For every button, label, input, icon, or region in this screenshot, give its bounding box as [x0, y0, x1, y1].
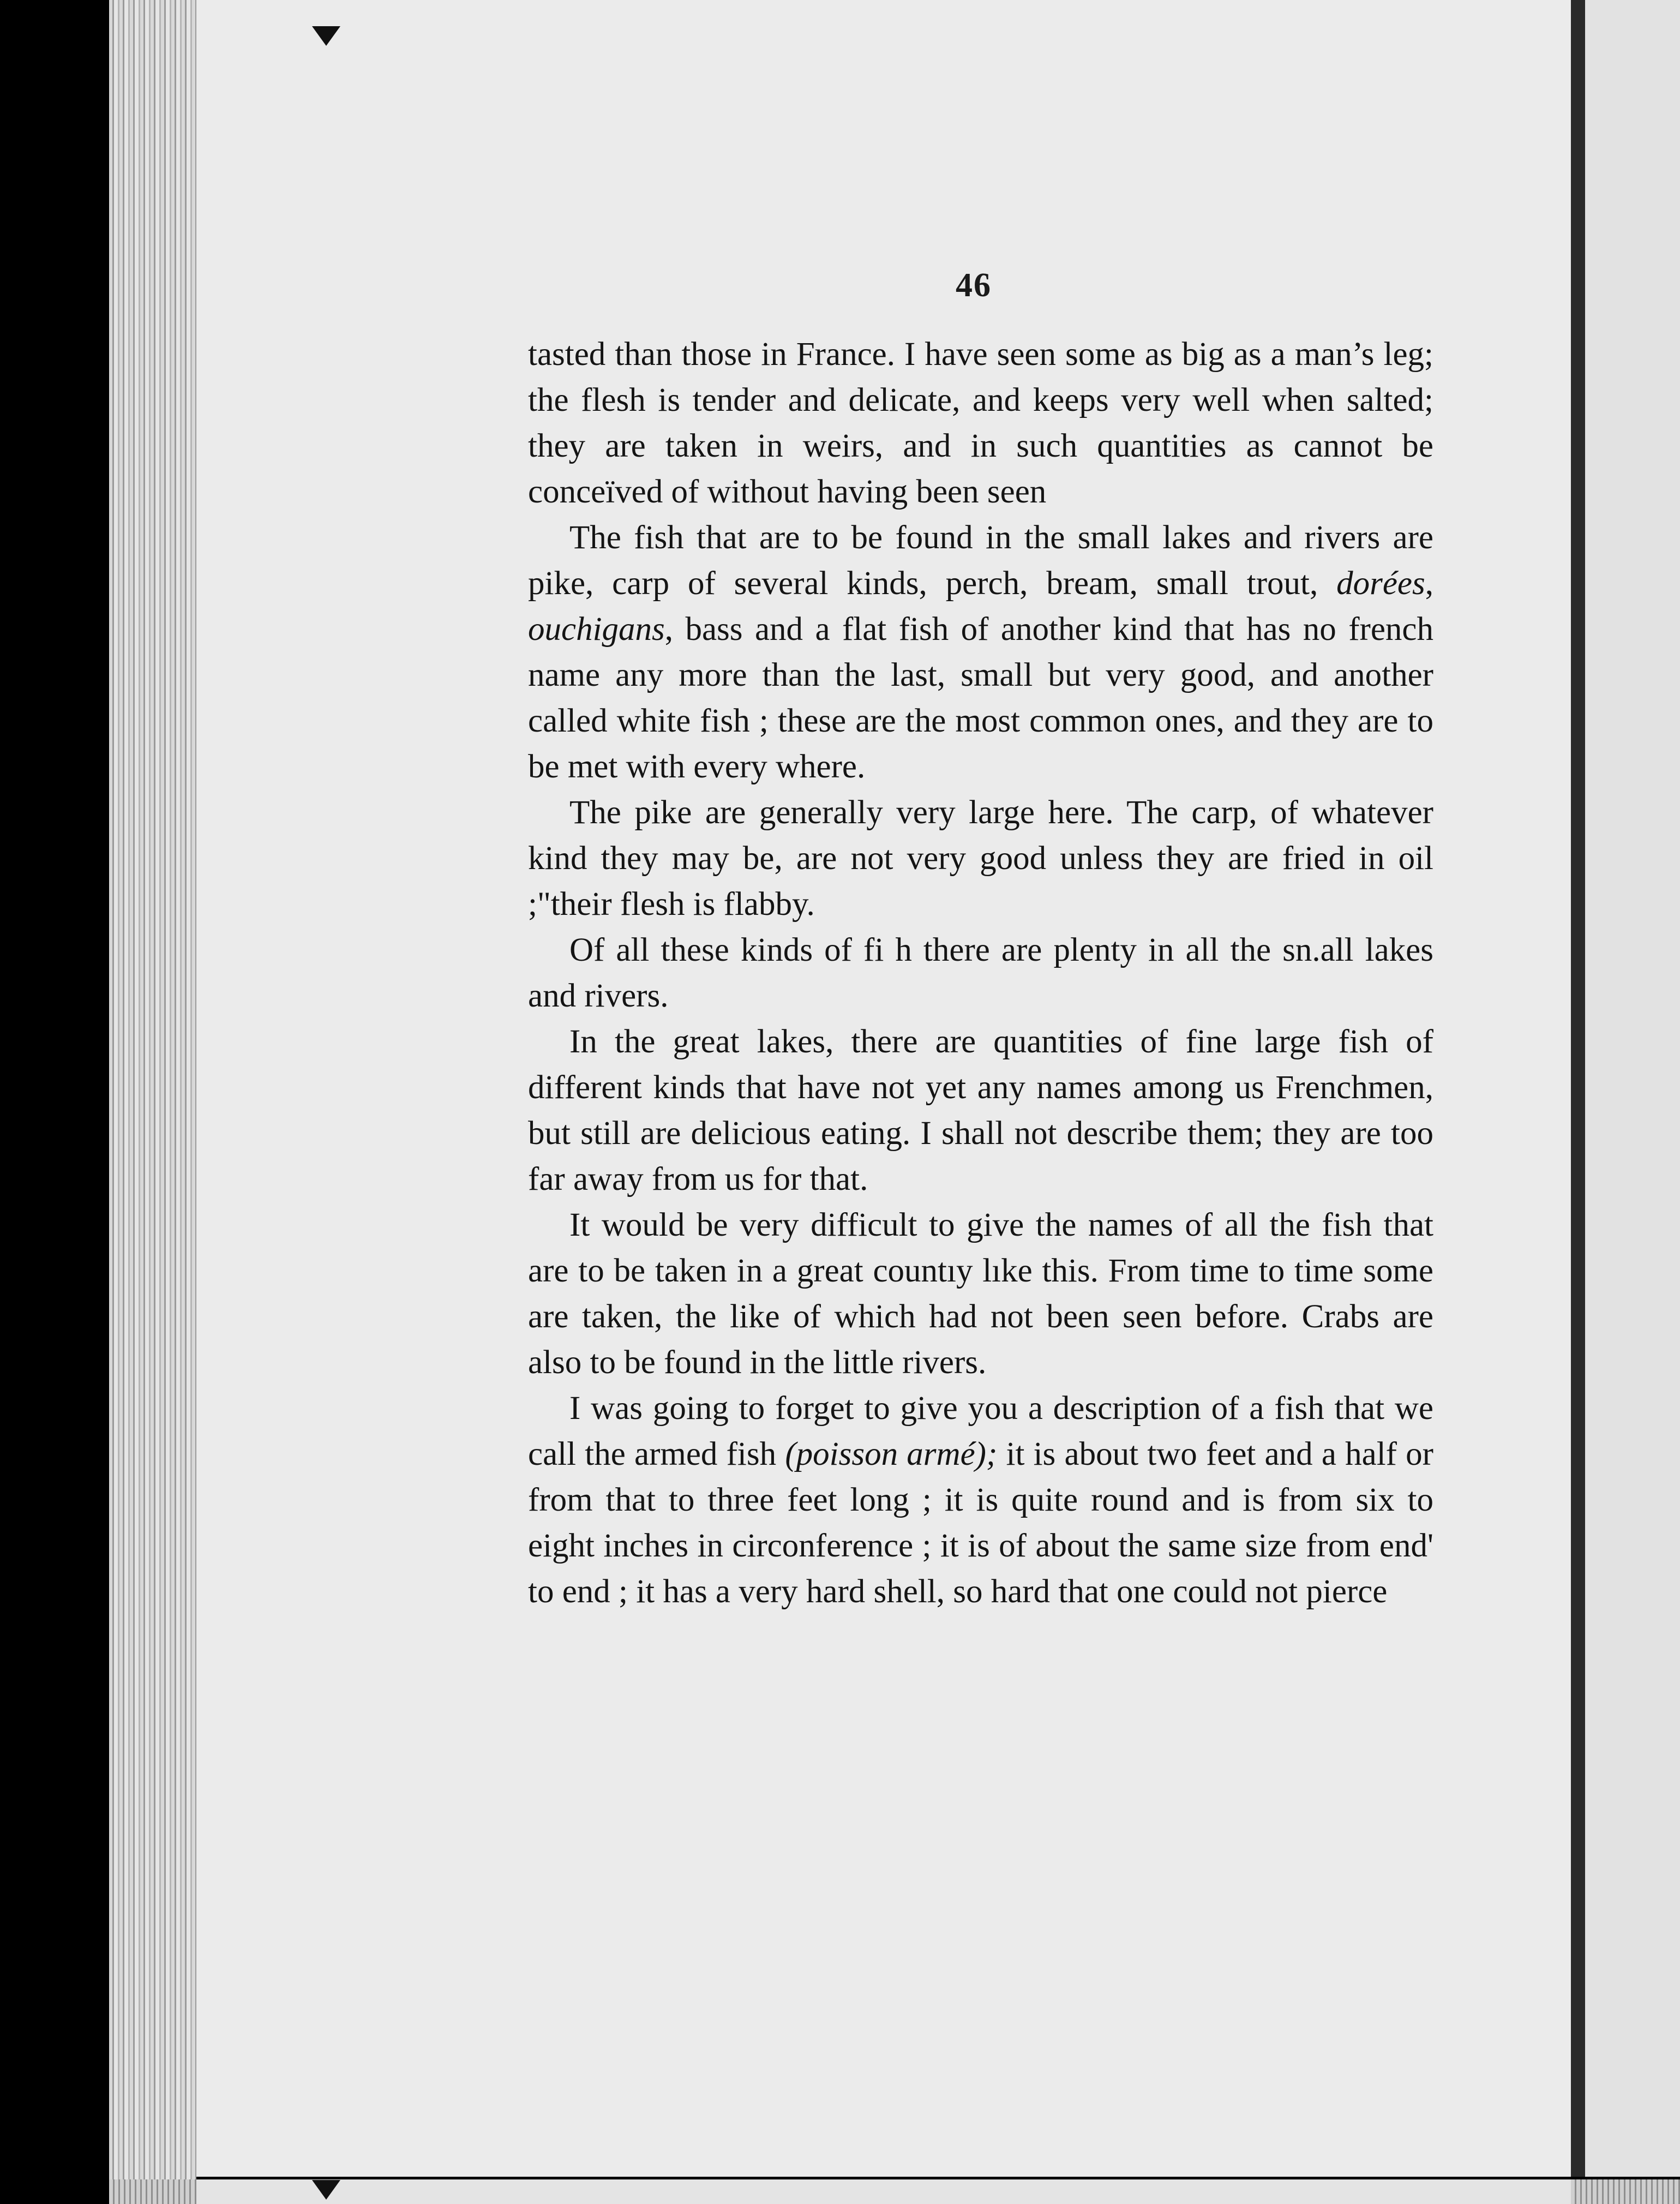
text-run: In the great lakes, there are quantities of fine large fish of different kinds that have not yet any names among us Frenchmen, but still are delicious eating. I shall not describe them; they are too far away from us for that.	[528, 1023, 1433, 1197]
italic-text-run: dorées	[1336, 565, 1425, 602]
page-gutter-shadow	[1571, 0, 1585, 2177]
text-run: I was going to forget to give you a description of a fish that we call the armed fish	[528, 1390, 1433, 1472]
body-text	[528, 332, 1433, 1615]
text-run: Of all these kinds of fi h there are plenty in all the sn.all lakes and rivers.	[528, 932, 1433, 1014]
paragraph	[528, 927, 1433, 1019]
text-run: ,	[1425, 565, 1433, 602]
stacked-page-edges	[109, 0, 196, 2204]
paragraph	[528, 790, 1433, 927]
paragraph	[528, 1386, 1433, 1615]
paragraph	[528, 1019, 1433, 1202]
paragraph	[528, 332, 1433, 515]
scan-registration-mark-top	[312, 26, 340, 46]
italic-text-run: ouchigans	[528, 611, 665, 648]
text-run: The pike are generally very large here. The carp, of whatever kind they may be, are not very good unless they are fried in oil ;"their flesh is flabby.	[528, 794, 1433, 923]
scan-registration-mark-bottom	[312, 2180, 340, 2200]
paragraph	[528, 515, 1433, 790]
adjacent-page-edge	[1585, 0, 1680, 2177]
text-run: It would be very difficult to give the names of all the fish that are to be taken in a great countıy lıke this. From time to time some are taken, the like of which had not been seen before. Crabs are also to be found in the little rivers.	[528, 1207, 1433, 1381]
next-page-top	[196, 2179, 1571, 2204]
text-run: tasted than those in France. I have seen some as big as a man’s leg; the flesh is tender and delicate, and keeps very well when salted; they are taken in weirs, and in such quantities as cannot be conceïved of without having been seen	[528, 336, 1433, 510]
paragraph	[528, 1202, 1433, 1386]
page-number: 46	[956, 267, 992, 304]
italic-text-run: (poisson armé);	[785, 1436, 998, 1472]
text-run: it is about two feet and a half or from that to three feet long ; it is quite round and is from six to eight inches in circonference ; it is of about the same size from end' to end ; it has a very hard shell, so hard that one could not pierce	[528, 1436, 1433, 1610]
text-run: The fish that are to be found in the small lakes and rivers are pike, carp of several kinds, perch, bream, small trout,	[528, 519, 1433, 602]
text-run: , bass and a flat fish of another kind that has no french name any more than the last, small but very good, and another called white fish ; these are the most common ones, and they are to be met with every where.	[528, 611, 1433, 785]
